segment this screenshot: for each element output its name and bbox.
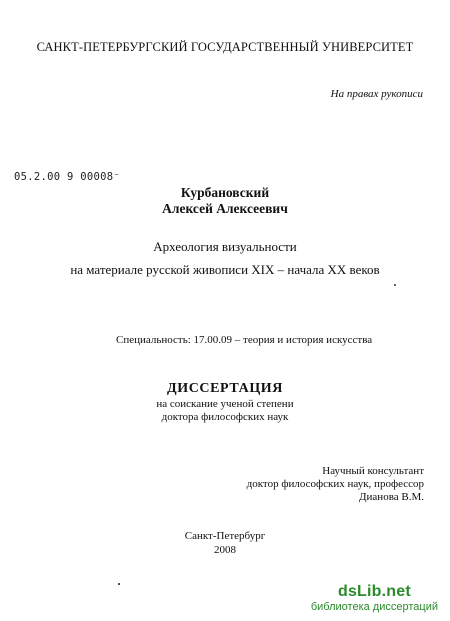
thesis-title-line1: Археология визуальности [153,239,297,254]
watermark-tagline: библиотека диссертаций [310,601,438,613]
watermark-logo [311,583,438,613]
university-name: САНКТ-ПЕТЕРБУРГСКИЙ ГОСУДАРСТВЕННЫЙ УНИВЕРСИТЕТ [36,40,414,54]
rights-note: На правах рукописи [330,88,423,100]
stamp-code: 05.2.00 9 00008⁻ [14,171,120,183]
consultant-line2: доктор философских наук, профессор [246,478,424,490]
author-name: Алексей Алексеевич [162,201,288,216]
degree-line2: доктора философских наук [161,411,289,423]
document-type: ДИССЕРТАЦИЯ [166,381,284,396]
year: 2008 [214,544,236,556]
consultant-line3: Дианова В.М. [359,491,424,503]
degree-line1: на соискание ученой степени [156,398,294,410]
consultant-block [247,465,424,504]
watermark-site: dsLib.net [337,583,411,600]
consultant-line1: Научный консультант [322,465,424,477]
author-surname: Курбановский [180,185,270,200]
scan-speck [394,284,396,286]
thesis-title-line2: на материале русской живописи XIX – начала XX веков [70,262,380,277]
city: Санкт-Петербург [184,530,266,542]
specialty: Специальность: 17.00.09 – теория и история искусства [116,334,373,346]
scan-speck [118,583,120,585]
